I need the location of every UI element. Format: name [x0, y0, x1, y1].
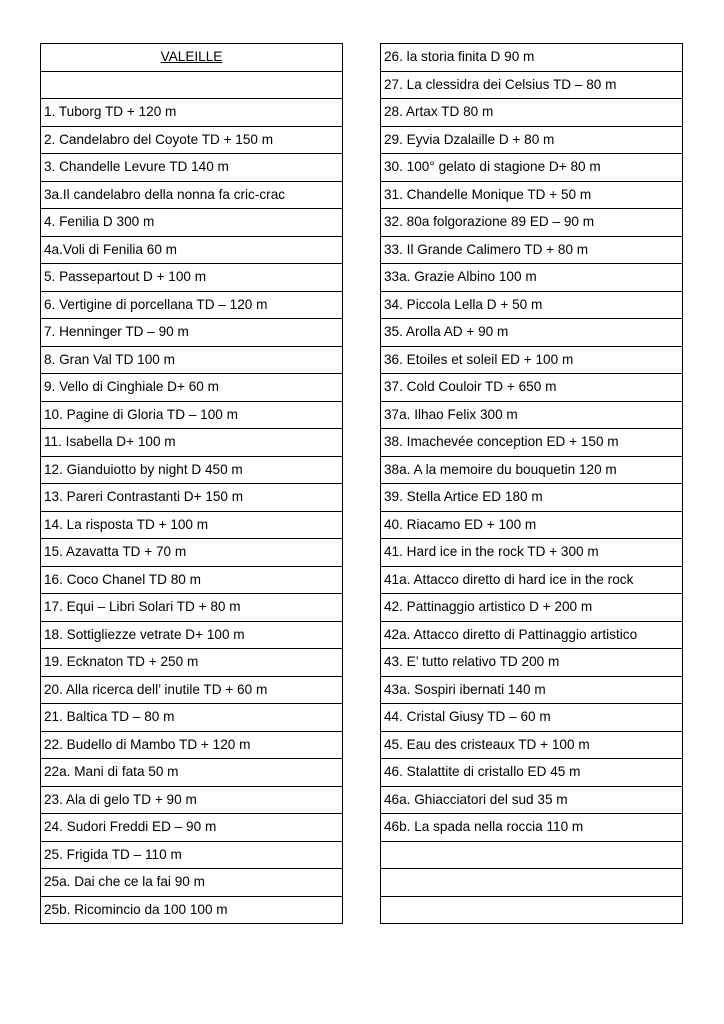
- table-row: [41, 44, 343, 72]
- table-row: [41, 594, 343, 622]
- route-cell: 4a.Voli di Fenilia 60 m: [41, 236, 343, 264]
- table-row: [41, 319, 343, 347]
- route-cell: 45. Eau des cristeaux TD + 100 m: [381, 731, 683, 759]
- table-row: [381, 44, 683, 72]
- table-row: [381, 649, 683, 677]
- table-row: [41, 346, 343, 374]
- table-row: [41, 291, 343, 319]
- table-row: [41, 264, 343, 292]
- table-row: [41, 71, 343, 99]
- route-cell: 20. Alla ricerca dell’ inutile TD + 60 m: [41, 676, 343, 704]
- table-row: [41, 841, 343, 869]
- table-row: [381, 704, 683, 732]
- table-row: [41, 731, 343, 759]
- route-cell: 18. Sottigliezze vetrate D+ 100 m: [41, 621, 343, 649]
- route-cell: 43a. Sospiri ibernati 140 m: [381, 676, 683, 704]
- route-cell: 1. Tuborg TD + 120 m: [41, 99, 343, 127]
- route-cell: 34. Piccola Lella D + 50 m: [381, 291, 683, 319]
- route-cell: 3a.Il candelabro della nonna fa cric-crac: [41, 181, 343, 209]
- table-row: [41, 484, 343, 512]
- route-cell: [381, 841, 683, 869]
- route-cell: 44. Cristal Giusy TD – 60 m: [381, 704, 683, 732]
- table-row: [381, 401, 683, 429]
- route-cell: 13. Pareri Contrastanti D+ 150 m: [41, 484, 343, 512]
- table-row: [41, 401, 343, 429]
- left-route-table-body: [41, 44, 343, 924]
- right-route-table-body: [381, 44, 683, 924]
- route-cell: 29. Eyvia Dzalaille D + 80 m: [381, 126, 683, 154]
- table-row: [381, 676, 683, 704]
- table-row: [381, 896, 683, 924]
- table-row: [381, 731, 683, 759]
- table-row: [41, 209, 343, 237]
- table-row: [381, 621, 683, 649]
- route-cell: 37a. Ilhao Felix 300 m: [381, 401, 683, 429]
- route-cell: 36. Etoiles et soleil ED + 100 m: [381, 346, 683, 374]
- route-cell: 35. Arolla AD + 90 m: [381, 319, 683, 347]
- table-row: [41, 566, 343, 594]
- route-cell: 32. 80a folgorazione 89 ED – 90 m: [381, 209, 683, 237]
- table-row: [381, 869, 683, 897]
- route-cell: 17. Equi – Libri Solari TD + 80 m: [41, 594, 343, 622]
- table-row: [381, 786, 683, 814]
- table-row: [41, 676, 343, 704]
- route-cell: 27. La clessidra dei Celsius TD – 80 m: [381, 71, 683, 99]
- table-row: [381, 126, 683, 154]
- route-cell: 39. Stella Artice ED 180 m: [381, 484, 683, 512]
- page-title: VALEILLE: [41, 44, 343, 72]
- route-cell: 42a. Attacco diretto di Pattinaggio artistico: [381, 621, 683, 649]
- route-cell: 46b. La spada nella roccia 110 m: [381, 814, 683, 842]
- route-cell: 23. Ala di gelo TD + 90 m: [41, 786, 343, 814]
- route-cell: 43. E’ tutto relativo TD 200 m: [381, 649, 683, 677]
- table-row: [381, 759, 683, 787]
- route-cell: 6. Vertigine di porcellana TD – 120 m: [41, 291, 343, 319]
- route-cell: 14. La risposta TD + 100 m: [41, 511, 343, 539]
- table-row: [41, 154, 343, 182]
- table-row: [41, 181, 343, 209]
- route-cell: 31. Chandelle Monique TD + 50 m: [381, 181, 683, 209]
- table-row: [381, 291, 683, 319]
- route-cell: 41. Hard ice in the rock TD + 300 m: [381, 539, 683, 567]
- route-cell: 40. Riacamo ED + 100 m: [381, 511, 683, 539]
- route-cell: 4. Fenilia D 300 m: [41, 209, 343, 237]
- table-row: [41, 896, 343, 924]
- route-cell: 42. Pattinaggio artistico D + 200 m: [381, 594, 683, 622]
- route-cell: 11. Isabella D+ 100 m: [41, 429, 343, 457]
- table-row: [381, 594, 683, 622]
- route-cell: 26. la storia finita D 90 m: [381, 44, 683, 72]
- route-cell: 10. Pagine di Gloria TD – 100 m: [41, 401, 343, 429]
- route-cell: 28. Artax TD 80 m: [381, 99, 683, 127]
- table-row: [381, 429, 683, 457]
- route-cell: 33a. Grazie Albino 100 m: [381, 264, 683, 292]
- route-cell: 25b. Ricomincio da 100 100 m: [41, 896, 343, 924]
- route-cell: 22. Budello di Mambo TD + 120 m: [41, 731, 343, 759]
- table-row: [381, 319, 683, 347]
- route-cell: 15. Azavatta TD + 70 m: [41, 539, 343, 567]
- route-cell: 46. Stalattite di cristallo ED 45 m: [381, 759, 683, 787]
- table-row: [41, 539, 343, 567]
- table-row: [41, 704, 343, 732]
- table-row: [41, 759, 343, 787]
- table-row: [41, 511, 343, 539]
- route-cell: 25. Frigida TD – 110 m: [41, 841, 343, 869]
- right-route-table: [380, 43, 683, 924]
- route-cell: [381, 896, 683, 924]
- route-cell: 2. Candelabro del Coyote TD + 150 m: [41, 126, 343, 154]
- route-cell: 3. Chandelle Levure TD 140 m: [41, 154, 343, 182]
- route-cell: 46a. Ghiacciatori del sud 35 m: [381, 786, 683, 814]
- route-cell: 21. Baltica TD – 80 m: [41, 704, 343, 732]
- table-row: [381, 814, 683, 842]
- route-cell: 38. Imachevée conception ED + 150 m: [381, 429, 683, 457]
- route-cell: 16. Coco Chanel TD 80 m: [41, 566, 343, 594]
- table-row: [381, 71, 683, 99]
- table-row: [381, 99, 683, 127]
- table-row: [381, 209, 683, 237]
- table-row: [41, 99, 343, 127]
- table-row: [381, 511, 683, 539]
- left-route-table: [40, 43, 343, 924]
- table-row: [381, 456, 683, 484]
- table-row: [41, 429, 343, 457]
- route-cell: 22a. Mani di fata 50 m: [41, 759, 343, 787]
- table-row: [41, 786, 343, 814]
- table-row: [41, 456, 343, 484]
- route-cell: 33. Il Grande Calimero TD + 80 m: [381, 236, 683, 264]
- table-row: [41, 126, 343, 154]
- table-row: [381, 154, 683, 182]
- route-cell: 9. Vello di Cinghiale D+ 60 m: [41, 374, 343, 402]
- table-row: [41, 236, 343, 264]
- table-row: [381, 841, 683, 869]
- route-cell: 7. Henninger TD – 90 m: [41, 319, 343, 347]
- table-row: [381, 264, 683, 292]
- route-cell: [381, 869, 683, 897]
- table-row: [41, 649, 343, 677]
- table-row: [381, 181, 683, 209]
- route-cell: 24. Sudori Freddi ED – 90 m: [41, 814, 343, 842]
- route-cell: 37. Cold Couloir TD + 650 m: [381, 374, 683, 402]
- table-row: [381, 566, 683, 594]
- route-cell: [41, 71, 343, 99]
- table-row: [381, 484, 683, 512]
- table-row: [381, 346, 683, 374]
- route-cell: 8. Gran Val TD 100 m: [41, 346, 343, 374]
- route-cell: 38a. A la memoire du bouquetin 120 m: [381, 456, 683, 484]
- route-cell: 19. Ecknaton TD + 250 m: [41, 649, 343, 677]
- table-row: [381, 539, 683, 567]
- route-cell: 12. Gianduiotto by night D 450 m: [41, 456, 343, 484]
- route-cell: 25a. Dai che ce la fai 90 m: [41, 869, 343, 897]
- table-row: [41, 374, 343, 402]
- table-row: [381, 374, 683, 402]
- route-cell: 5. Passepartout D + 100 m: [41, 264, 343, 292]
- table-row: [41, 814, 343, 842]
- table-row: [41, 621, 343, 649]
- route-cell: 30. 100° gelato di stagione D+ 80 m: [381, 154, 683, 182]
- table-row: [381, 236, 683, 264]
- table-row: [41, 869, 343, 897]
- route-cell: 41a. Attacco diretto di hard ice in the rock: [381, 566, 683, 594]
